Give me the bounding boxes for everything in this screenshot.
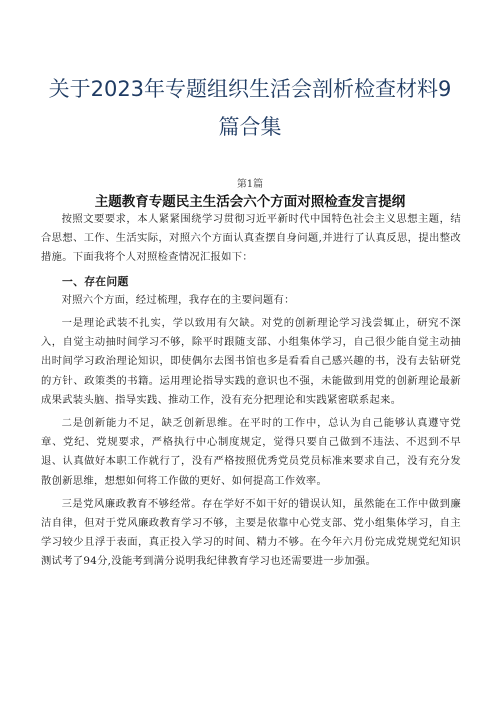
document-title: 关于2023年专题组织生活会剖析检查材料9篇合集 [48,77,452,139]
intro-paragraph: 按照文要要求，本人紧紧围绕学习贯彻习近平新时代中国特色社会主义思想主题，结合思想、工作、生活实际，对照六个方面认真查摆自身问题,并进行了认真反思，提出整改措施。下面我将个人对照检查情况汇报如下： [41,213,461,264]
body-paragraph: 三是党风廉政教育不够经常。存在学好不如干好的错误认知，虽然能在工作中做到廉洁自律，但对于党风廉政教育学习不够，主要是依靠中心党支部、党小组集体学习，自主学习较少且浮于表面，真正投入学习的时间、精力不够。在今年六月份完成党规党纪知识测试考了94分,没能考到满分说明我纪律教育学习也还需要进一步加强。 [41,497,461,568]
section-title: 主题教育专题民主生活会六个方面对照检查发言提纲 [94,194,406,210]
document-body [41,210,461,576]
body-paragraph: 一是理论武装不扎实，学以致用有欠缺。对党的创新理论学习浅尝辄止，研究不深入，自觉主动抽时间学习不够，除平时跟随支部、小组集体学习，自己很少能自觉主动抽出时间学习政治理论知识，即使偶尔去图书馆也多是看看自己感兴趣的书，没有去钻研党的方针、政策类的书籍。运用理论指导实践的意识也不强，未能做到用党的创新理论最新成果武装头脑、指导实践、推动工作，没有充分把理论和实践紧密联系起来。 [41,317,461,406]
chapter-label: 第1篇 [236,179,264,190]
heading-problems: 一、存在问题 [62,274,129,288]
body-paragraph: 二是创新能力不足，缺乏创新思维。在平时的工作中，总认为自己能够认真遵守党章、党纪、党规要求，严格执行中心制度规定，觉得只要自己做到不违法、不迟到不早退、认真做好本职工作就行了，没有严格按照优秀党员党员标准来要求自己，没有充分发散创新思维，想想如何将工作做的更好、如何提高工作效率。 [41,417,461,487]
body-paragraph: 对照六个方面，经过梳理，我存在的主要问题有： [61,293,295,306]
